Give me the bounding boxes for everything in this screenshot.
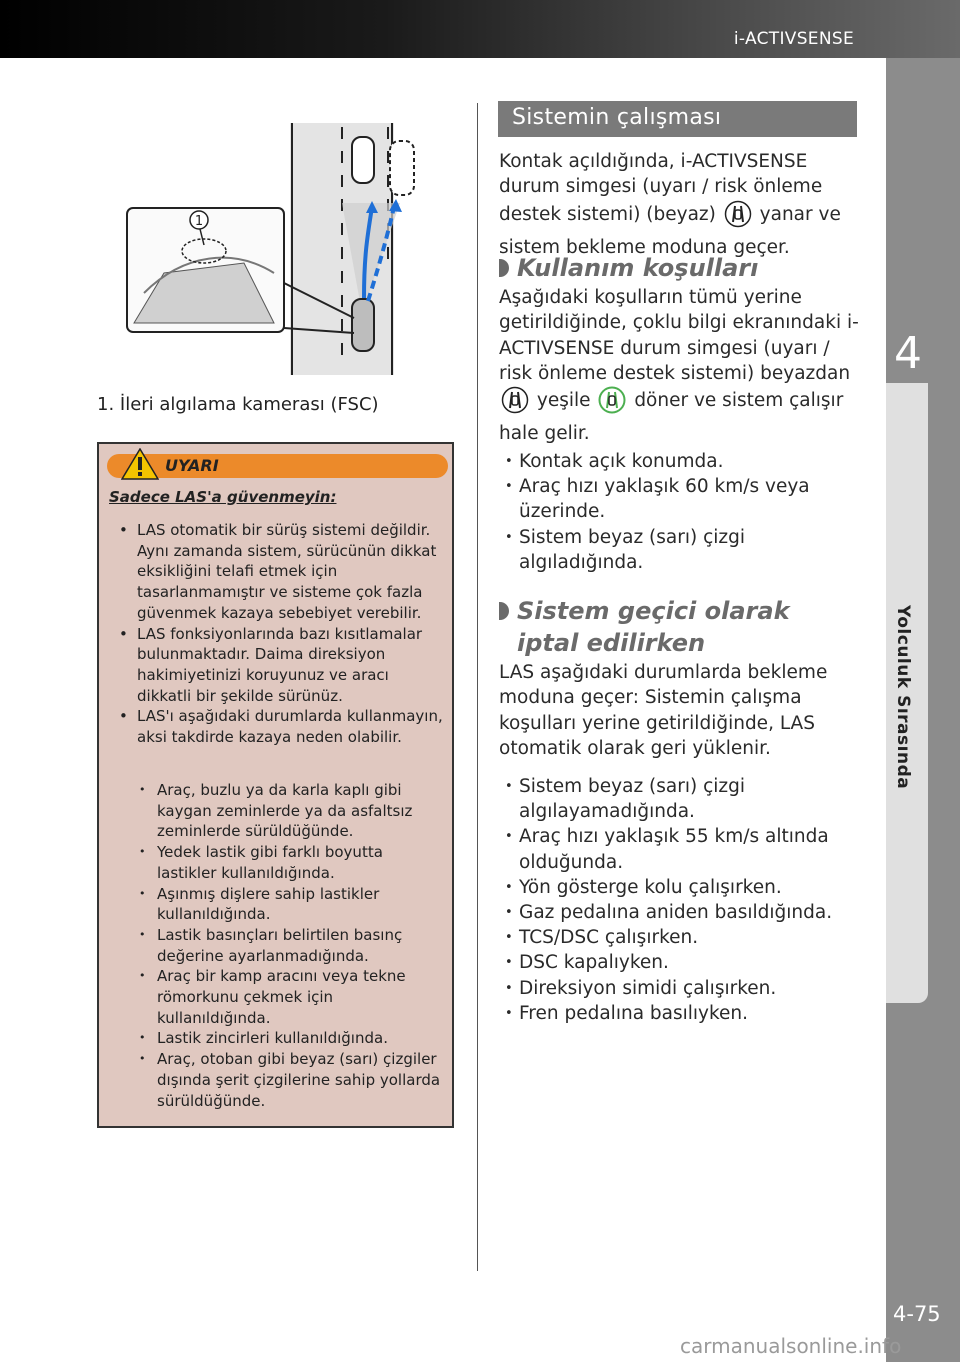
warning-box bbox=[97, 442, 454, 1128]
las-status-white-icon bbox=[724, 200, 752, 235]
header-title: i-ACTIVSENSE bbox=[733, 29, 854, 49]
subheading-usage-title: Kullanım koşulları bbox=[517, 254, 759, 282]
usage-condition: • Araç hızı yaklaşık 60 km/s veya üzerinde. bbox=[505, 474, 855, 524]
cancel-condition: • Araç hızı yaklaşık 55 km/s altında olduğunda. bbox=[505, 824, 855, 874]
section-header bbox=[498, 101, 857, 137]
usage-condition: • Kontak açık konumda. bbox=[505, 449, 855, 474]
figure-caption: 1. İleri algılama kamerası (FSC) bbox=[97, 394, 379, 415]
warning-label: UYARI bbox=[165, 456, 219, 475]
camera-illustration bbox=[124, 123, 424, 375]
cancel-condition: • Direksiyon simidi çalışırken. bbox=[505, 976, 855, 1001]
cancel-title-line2: iptal edilirken bbox=[517, 629, 706, 657]
chapter-number: 4 bbox=[894, 328, 922, 379]
subheading-cancel-title bbox=[517, 595, 790, 659]
cancel-condition: • Gaz pedalına aniden basıldığında. bbox=[505, 900, 855, 925]
page-number: 4-75 bbox=[893, 1302, 941, 1326]
cancel-text: LAS aşağıdaki durumlarda bekleme moduna geçer: Sistemin çalışma koşulları yerine getirildiğinde, LAS otomatik olarak geri yüklenir. bbox=[499, 662, 828, 759]
cancel-condition: • TCS/DSC çalışırken. bbox=[505, 925, 855, 950]
subheading-usage-conditions bbox=[499, 252, 758, 284]
cancel-condition: • Fren pedalına basılıyken. bbox=[505, 1001, 855, 1026]
warning-heading: Sadece LAS'a güvenmeyin: bbox=[109, 488, 337, 506]
las-status-white-icon bbox=[501, 386, 529, 421]
intro-text-a: Kontak açıldığında, i-ACTIVSENSE durum simgesi (uyarı / risk önleme destek sistemi) (beyaz) bbox=[499, 151, 823, 225]
car-ahead bbox=[352, 137, 374, 183]
car-predicted bbox=[390, 141, 414, 195]
warning-subitem: • Yedek lastik gibi farklı boyutta lastikler kullanıldığında. bbox=[137, 842, 447, 883]
usage-text-b: yeşile bbox=[536, 390, 591, 412]
section-title: Sistemin çalışması bbox=[512, 105, 722, 130]
cancel-condition: • DSC kapalıyken. bbox=[505, 950, 855, 975]
subheading-marker bbox=[499, 602, 509, 620]
warning-subitem: • Lastik zincirleri kullanıldığında. bbox=[137, 1028, 447, 1049]
warning-subitem: • Araç bir kamp aracını veya tekne römorkunu çekmek için kullanıldığında. bbox=[137, 966, 447, 1028]
chapter-title: Yolculuk Sırasında bbox=[893, 605, 913, 790]
callout-number: 1 bbox=[194, 214, 204, 229]
cancel-conditions-list bbox=[505, 774, 855, 1026]
usage-condition: • Sistem beyaz (sarı) çizgi algıladığında. bbox=[505, 525, 855, 575]
warning-subitem: • Araç, buzlu ya da karla kaplı gibi kaygan zeminlerde ya da asfaltsız zeminlerde sürüldüğünde. bbox=[137, 780, 447, 842]
usage-conditions-list bbox=[505, 449, 855, 575]
subheading-marker bbox=[499, 259, 509, 277]
usage-text-a: Aşağıdaki koşulların tümü yerine getirildiğinde, çoklu bilgi ekranındaki i-ACTIVSENSE durum simgesi (uyarı / risk önleme destek sistemi) beyazdan bbox=[499, 287, 859, 384]
cancel-condition: • Yön gösterge kolu çalışırken. bbox=[505, 875, 855, 900]
warning-sublist bbox=[137, 780, 447, 1111]
warning-item: • LAS'ı aşağıdaki durumlarda kullanmayın, aksi takdirde kazaya neden olabilir. bbox=[117, 706, 447, 747]
warning-triangle-icon bbox=[121, 448, 159, 480]
warning-list bbox=[117, 520, 447, 748]
subheading-temporary-cancel bbox=[499, 595, 790, 659]
own-car bbox=[352, 299, 374, 351]
warning-subitem: • Aşınmış dişlere sahip lastikler kullanıldığında. bbox=[137, 884, 447, 925]
cancel-title-line1: Sistem geçici olarak bbox=[517, 597, 790, 625]
watermark: carmanualsonline.info bbox=[680, 1334, 902, 1358]
warning-subitem: • Araç, otoban gibi beyaz (sarı) çizgiler dışında şerit çizgilerine sahip yollarda sürüldüğünde. bbox=[137, 1049, 447, 1111]
column-divider bbox=[477, 103, 478, 1271]
cancel-condition: • Sistem beyaz (sarı) çizgi algılayamadığında. bbox=[505, 774, 855, 824]
warning-subitem: • Lastik basınçları belirtilen basınç değerine ayarlanmadığında. bbox=[137, 925, 447, 966]
las-status-green-icon bbox=[598, 386, 626, 421]
lane-figure-svg bbox=[124, 123, 424, 375]
usage-text bbox=[499, 285, 859, 447]
warning-item: • LAS fonksiyonlarında bazı kısıtlamalar bulunmaktadır. Daima direksiyon hakimiyetinizi koruyunuz ve aracı dikkatli bir şekilde sürünüz. bbox=[117, 624, 447, 707]
warning-bar bbox=[107, 454, 448, 478]
usage-text-c: döner ve sistem çalışır hale gelir. bbox=[499, 390, 844, 445]
section-intro bbox=[499, 149, 859, 260]
warning-item: • LAS otomatik bir sürüş sistemi değildir. Aynı zamanda sistem, sürücünün dikkat eksikliğini telafi etmek için tasarlanmamıştır ve sisteme çok fazla güvenmek kazaya sebebiyet verebilir. bbox=[117, 520, 447, 624]
intro-text-b: yanar ve sistem bekleme moduna geçer. bbox=[499, 203, 841, 258]
